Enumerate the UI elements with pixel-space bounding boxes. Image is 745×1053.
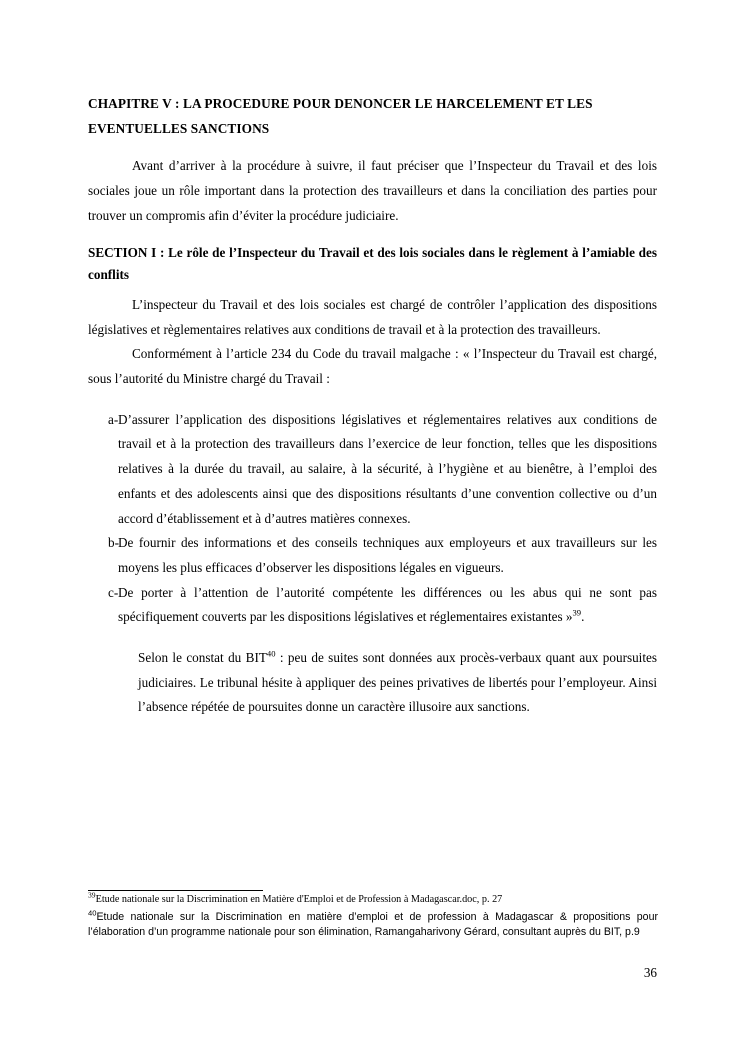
list-item-text: D’assurer l’application des dispositions législatives et réglementaires relatives aux conditions de travail et à la protection des travailleurs dans l’exercice de leur fonction, telles que les dispositions relatives à la durée du travail, au salaire, à la sécurité, à l’hygiène et au bienêtre, à l’emploi des enfants et des adolescents ainsi que des dispositions résultants d’une convention collective ou d’un accord d’établissement et à d’autres matières connexes. [118, 411, 657, 526]
footnote-39 [88, 890, 658, 907]
list-item [88, 531, 657, 580]
paragraph-article-234: Conformément à l’article 234 du Code du travail malgache : « l’Inspecteur du Travail est chargé, sous l’autorité du Ministre chargé du Travail : [88, 346, 657, 387]
footnote-ref-40[interactable]: 40 [266, 648, 276, 659]
footnote-39-number: 39 [88, 890, 96, 900]
paragraph-inspector-role: L’inspecteur du Travail et des lois sociales est chargé de contrôler l’application des dispositions législatives et règlementaires relatives aux conditions de travail et à la protection des travailleurs. [88, 297, 657, 337]
footnote-area [88, 890, 658, 940]
page-number: 36 [643, 965, 657, 980]
chapter-title: CHAPITRE V : LA PROCEDURE POUR DENONCER LE HARCELEMENT ET LES EVENTUELLES SANCTIONS [88, 96, 593, 136]
duties-list [88, 408, 657, 630]
intro-paragraph: Avant d’arriver à la procédure à suivre, il faut préciser que l’Inspecteur du Travail et des lois sociales joue un rôle important dans la protection des travailleurs et dans la conciliation des parties pour trouver un compromis afin d’éviter la procédure judiciaire. [88, 158, 657, 223]
footnote-ref-39[interactable]: 39 [572, 607, 582, 618]
footnote-40-text: Etude nationale sur la Discrimination en matière d’emploi et de profession à Madagascar & propositions pour l’élaboration d’un programme nationale pour son élimination, Ramangaharivony Gérard, consultant auprès du BIT, p.9 [88, 910, 658, 939]
list-item [88, 581, 657, 630]
list-item [88, 408, 657, 531]
footnote-separator [88, 890, 263, 891]
list-item-marker: c- [108, 584, 119, 600]
list-item-marker: a- [108, 411, 119, 427]
footnote-39-text: Etude nationale sur la Discrimination en Matière d'Emploi et de Profession à Madagascar.doc, p. 27 [95, 894, 503, 905]
list-item-text-tail: . [581, 609, 585, 625]
list-item-text [118, 581, 657, 630]
closing-paragraph-part1: Selon le constat du BIT [138, 649, 267, 665]
closing-paragraph-part2: : peu de suites sont données aux procès-verbaux quant aux poursuites judiciaires. Le tribunal hésite à appliquer des peines privatives de libertés pour l’employeur. Ainsi l’absence répétée de poursuites donne un caractère illusoire aux sanctions. [138, 649, 657, 715]
footnote-40 [88, 910, 658, 941]
closing-paragraph [138, 646, 657, 720]
list-item-text-main: De porter à l’attention de l’autorité compétente les différences ou les abus qui ne sont pas spécifiquement couverts par les dispositions législatives et réglementaires existantes » [118, 584, 657, 625]
section-heading: SECTION I : Le rôle de l’Inspecteur du Travail et des lois sociales dans le règlement à l’amiable des conflits [88, 245, 657, 282]
list-item-marker: b- [108, 535, 119, 551]
footnote-40-number: 40 [88, 908, 97, 918]
list-item-text: De fournir des informations et des conseils techniques aux employeurs et aux travailleurs sur les moyens les plus efficaces d’observer les dispositions légales en vigueurs. [118, 535, 657, 575]
